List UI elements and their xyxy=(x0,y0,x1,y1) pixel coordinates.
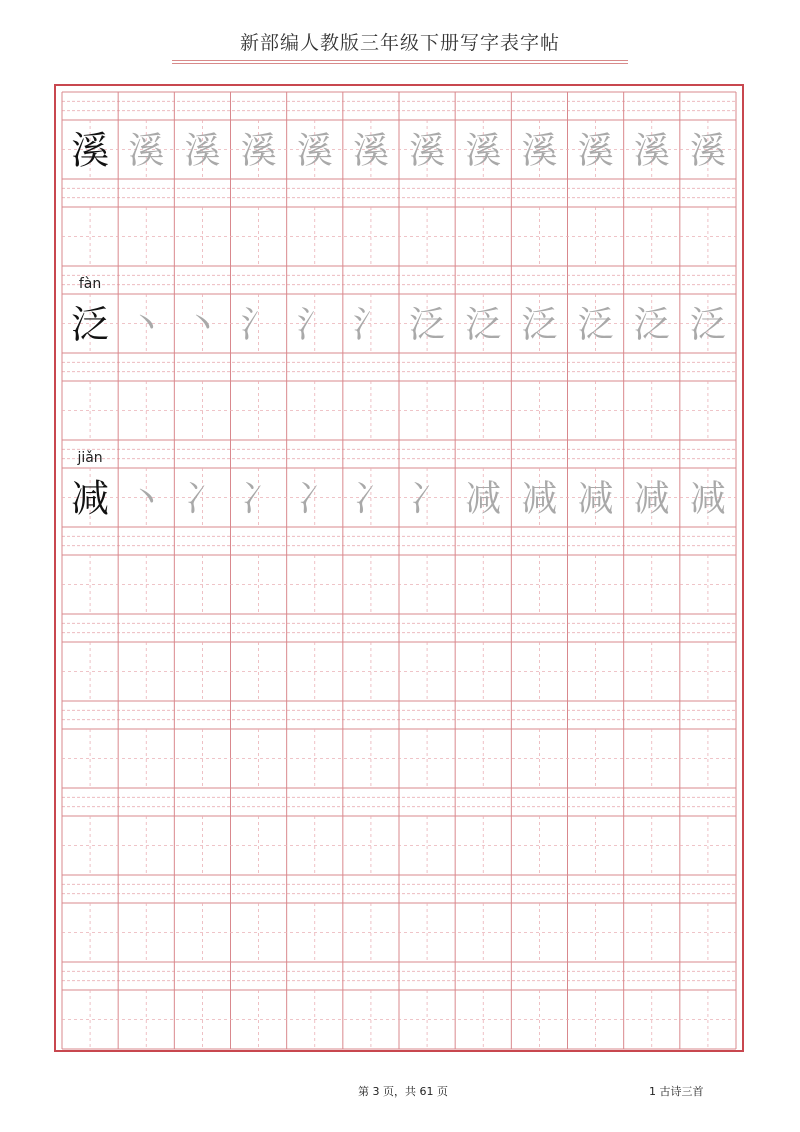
trace-character: 溪 xyxy=(128,130,165,172)
trace-character: 冫 xyxy=(240,478,277,520)
trace-character: 减 xyxy=(521,478,558,520)
pinyin-label: fàn xyxy=(78,276,102,292)
trace-character: 丶 xyxy=(128,478,165,520)
trace-character: 氵 xyxy=(240,304,277,346)
trace-character: 溪 xyxy=(296,130,333,172)
trace-character: 氵 xyxy=(296,304,333,346)
trace-character: 氵 xyxy=(352,304,389,346)
trace-character: 溪 xyxy=(633,130,670,172)
trace-character: 冫 xyxy=(352,478,389,520)
trace-character: 溪 xyxy=(240,130,277,172)
trace-character: 泛 xyxy=(521,304,558,346)
trace-character: 丶 xyxy=(128,304,165,346)
trace-character: 溪 xyxy=(352,130,389,172)
pinyin-label: jiǎn xyxy=(77,450,103,466)
trace-character: 溪 xyxy=(409,130,446,172)
trace-character: 泛 xyxy=(689,304,726,346)
model-character: 溪 xyxy=(71,128,110,173)
model-character: 减 xyxy=(71,476,110,521)
trace-character: 溪 xyxy=(577,130,614,172)
trace-character: 减 xyxy=(577,478,614,520)
trace-character: 冫 xyxy=(409,478,446,520)
trace-character: 减 xyxy=(465,478,502,520)
trace-character: 冫 xyxy=(184,478,221,520)
lesson-label: 1 古诗三首 xyxy=(649,1085,704,1098)
trace-character: 丶 xyxy=(184,304,221,346)
trace-character: 泛 xyxy=(633,304,670,346)
trace-character: 泛 xyxy=(465,304,502,346)
trace-character: 冫 xyxy=(296,478,333,520)
page-number: 第 3 页，共 61 页 xyxy=(358,1085,448,1098)
page-title: 新部编人教版三年级下册写字表字帖 xyxy=(239,32,560,54)
trace-character: 溪 xyxy=(689,130,726,172)
trace-character: 溪 xyxy=(184,130,221,172)
trace-character: 泛 xyxy=(577,304,614,346)
trace-character: 减 xyxy=(633,478,670,520)
trace-character: 溪 xyxy=(521,130,558,172)
trace-character: 溪 xyxy=(465,130,502,172)
trace-character: 泛 xyxy=(409,304,446,346)
trace-character: 减 xyxy=(689,478,726,520)
model-character: 泛 xyxy=(71,302,110,347)
